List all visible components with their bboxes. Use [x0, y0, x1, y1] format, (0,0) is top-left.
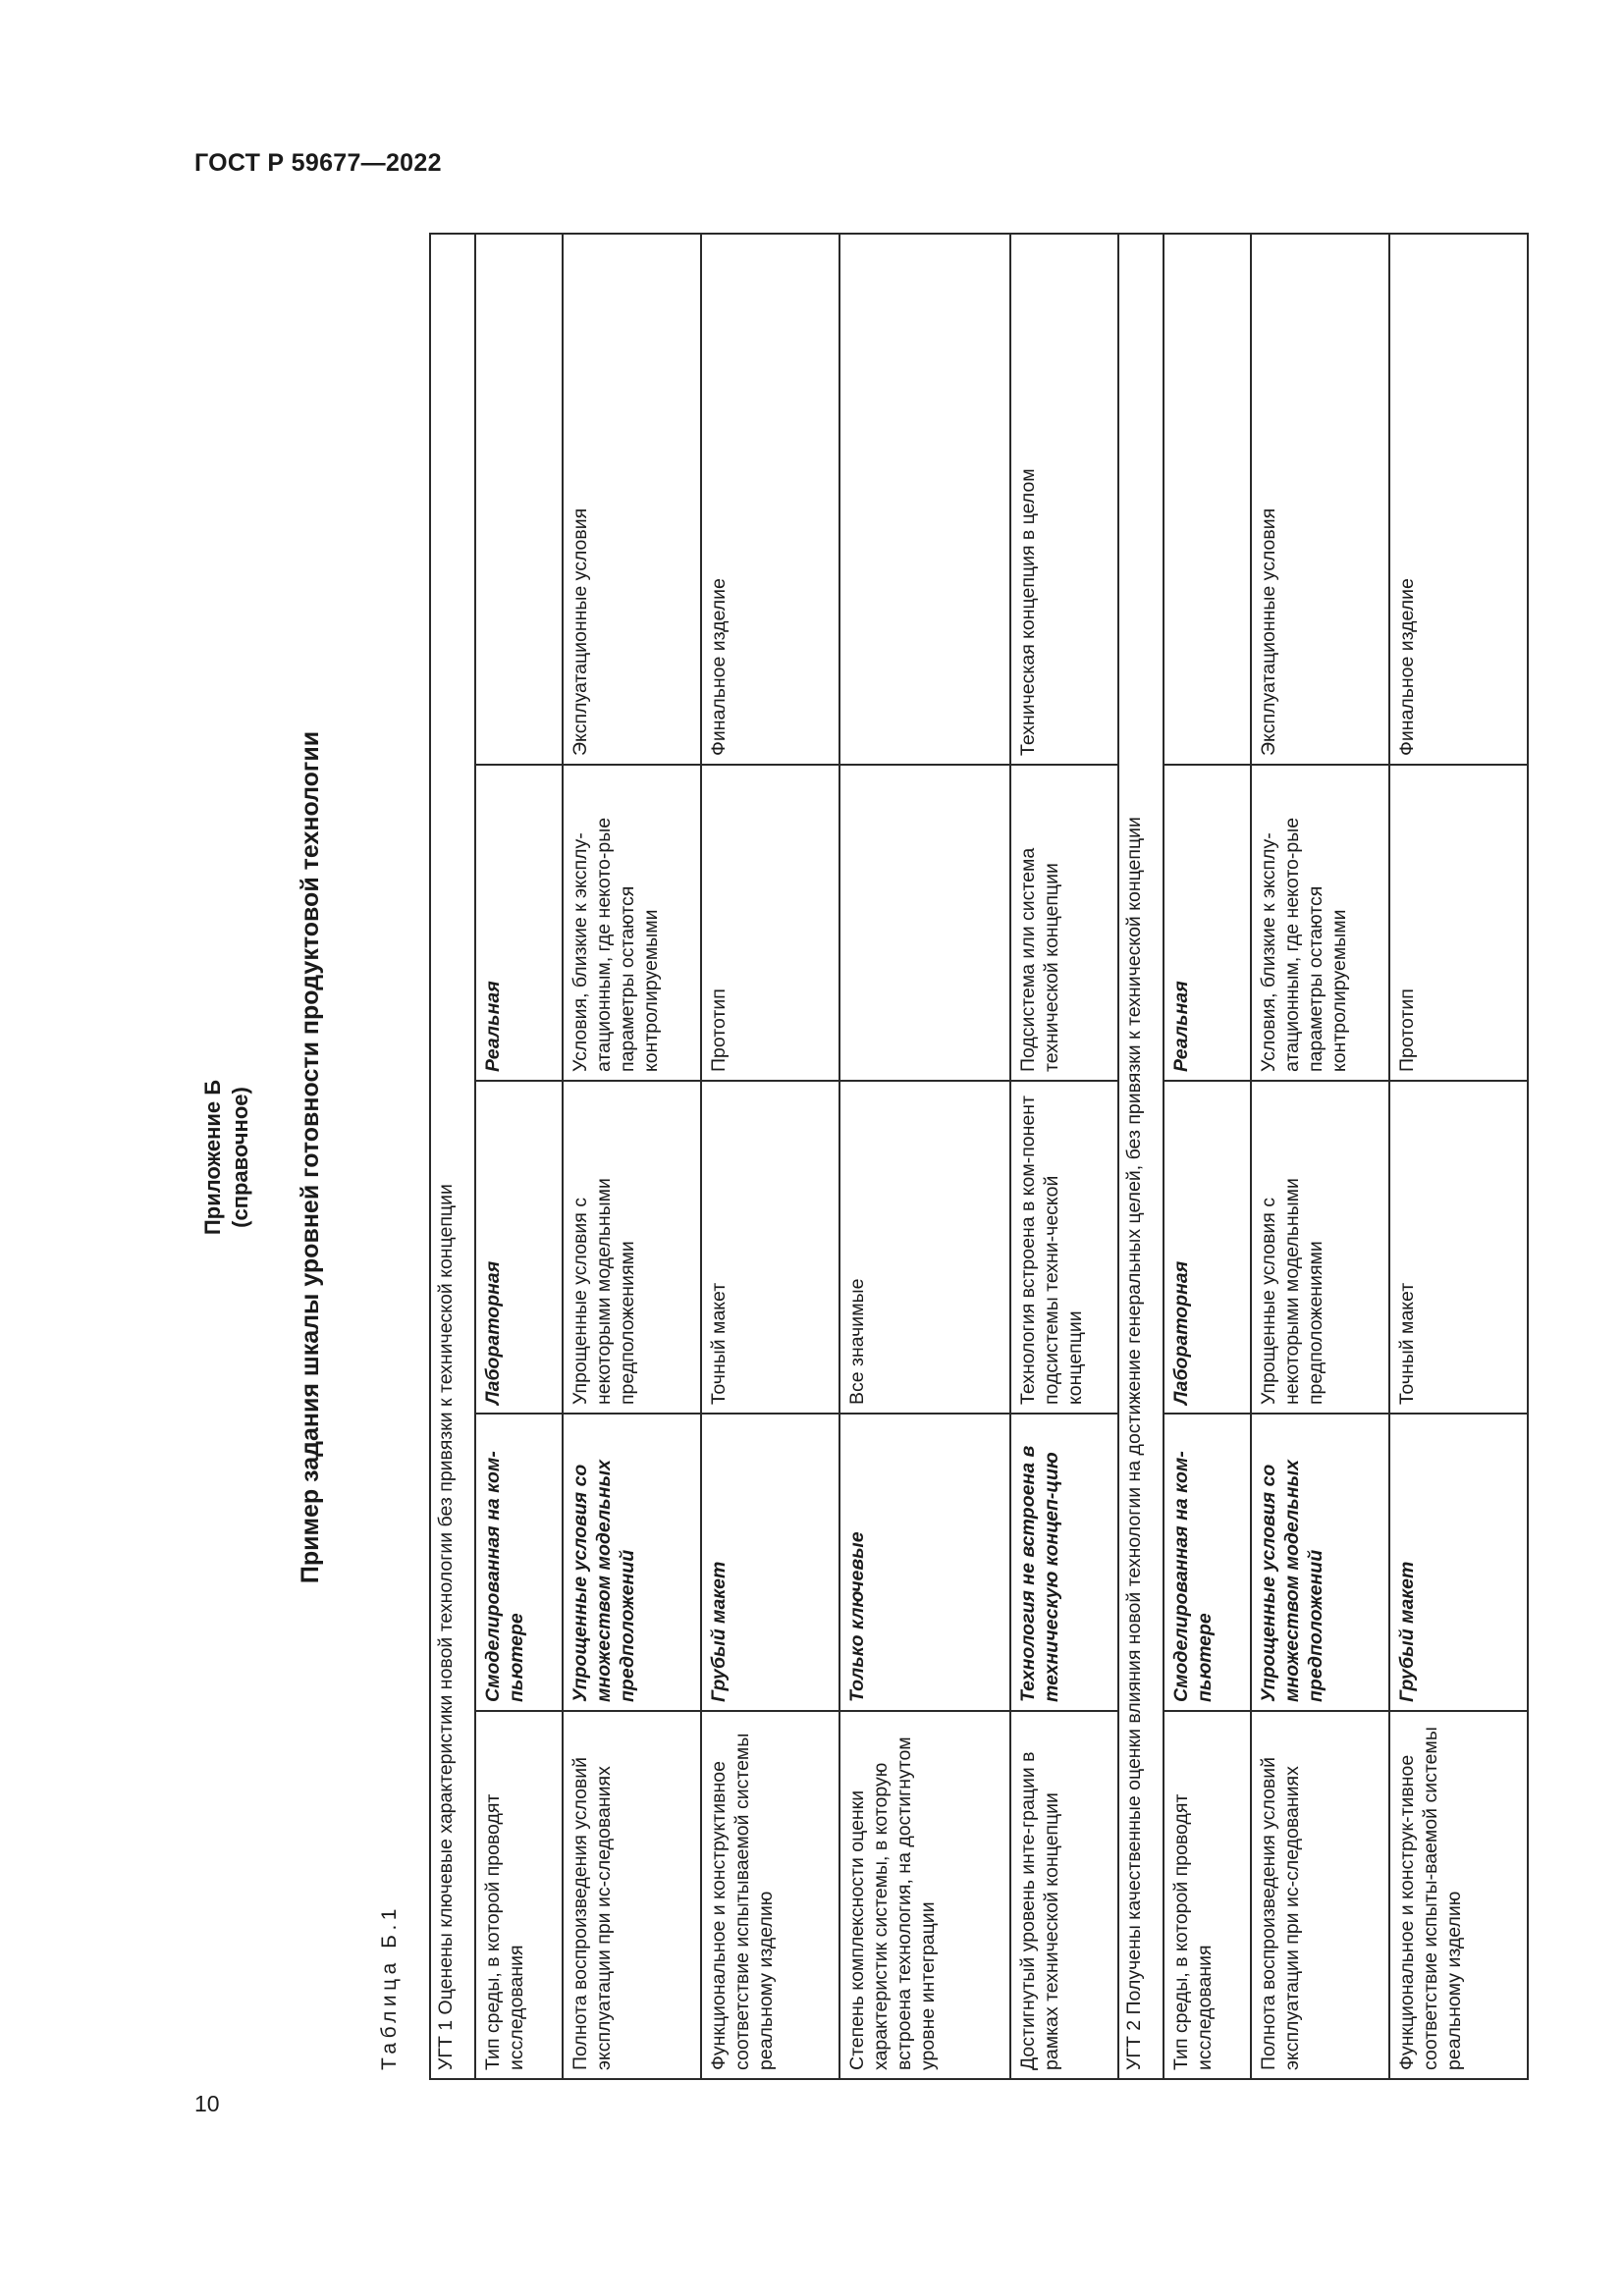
rotated-landscape-content [196, 235, 1505, 2080]
table-cell: Финальное изделие [701, 234, 839, 765]
table-cell: Условия, близкие к эксплу-атационным, где некото-рые параметры остаются контролируемыми [1251, 765, 1389, 1081]
table-cell [1164, 234, 1251, 765]
table-cell: Упрощенные условия с некоторыми модельными предположениями [1251, 1081, 1389, 1414]
table-cell [839, 234, 1010, 765]
table-row [430, 234, 475, 2079]
table-cell: Прототип [701, 765, 839, 1081]
table-row [701, 234, 839, 2079]
table-cell: Тип среды, в которой проводят исследования [475, 1711, 563, 2079]
table-cell: Только ключевые [839, 1414, 1010, 1711]
table-cell: Эксплуатационные условия [1251, 234, 1389, 765]
table-cell: Функциональное и конструк-тивное соответствие испыты-ваемой системы реальному изделию [1389, 1711, 1528, 2079]
table-cell: Упрощенные условия с некоторыми модельными предположениями [563, 1081, 701, 1414]
table-cell: Степень комплексности оценки характеристик системы, в которую встроена технология, на достигнутом уровне интеграции [839, 1711, 1010, 2079]
table-cell: Полнота воспроизведения условий эксплуатации при ис-следованиях [1251, 1711, 1389, 2079]
section-heading-ugt1: УГТ 1 Оценены ключевые характеристики новой технологии без привязки к технической концепции [430, 234, 475, 2079]
table-row [563, 234, 701, 2079]
table-cell: Функциональное и конструктивное соответствие испытываемой системы реальному изделию [701, 1711, 839, 2079]
table-cell: Лабораторная [1164, 1081, 1251, 1414]
table-cell [839, 765, 1010, 1081]
section-heading-ugt2: УГТ 2 Получены качественные оценки влияния новой технологии на достижение генеральных целей, без привязки к технической концепции [1118, 234, 1164, 2079]
table-cell: Смоделированная на ком-пьютере [1164, 1414, 1251, 1711]
table-cell: Полнота воспроизведения условий эксплуатации при ис-следованиях [563, 1711, 701, 2079]
table-cell: Грубый макет [1389, 1414, 1528, 1711]
table-cell: Реальная [1164, 765, 1251, 1081]
table-cell: Подсистема или система технической концепции [1010, 765, 1118, 1081]
document-number-header: ГОСТ Р 59677—2022 [194, 149, 442, 177]
table-row [1164, 234, 1251, 2079]
table-label: Таблица Б.1 [378, 1904, 401, 2070]
table-cell: Точный макет [701, 1081, 839, 1414]
table-cell: Технология встроена в ком-понент подсистемы техни-ческой концепции [1010, 1081, 1118, 1414]
table-cell: Упрощенные условия со множеством модельных предположений [1251, 1414, 1389, 1711]
table-cell [475, 234, 563, 765]
annex-subtitle: (справочное) [228, 1087, 252, 1228]
table-row [1118, 234, 1164, 2079]
table-cell: Реальная [475, 765, 563, 1081]
readiness-scale-table [429, 233, 1529, 2080]
table-cell: Технология не встроена в техническую концеп-цию [1010, 1414, 1118, 1711]
annex-title: Приложение Б [200, 1079, 225, 1236]
table-row [475, 234, 563, 2079]
table-row [1010, 234, 1118, 2079]
table-cell: Точный макет [1389, 1081, 1528, 1414]
table-row [1389, 234, 1528, 2079]
table-cell: Условия, близкие к эксплу-атационным, где некото-рые параметры остаются контролируемыми [563, 765, 701, 1081]
figure-title: Пример задания шкалы уровней готовности продуктовой технологии [297, 730, 324, 1584]
table-cell: Упрощенные условия со множеством модельных предположений [563, 1414, 701, 1711]
table-cell: Лабораторная [475, 1081, 563, 1414]
page-number: 10 [194, 2091, 220, 2116]
table-cell: Грубый макет [701, 1414, 839, 1711]
table-cell: Все значимые [839, 1081, 1010, 1414]
table-cell: Прототип [1389, 765, 1528, 1081]
table-row [1251, 234, 1389, 2079]
table-cell: Техническая концепция в целом [1010, 234, 1118, 765]
table-row [839, 234, 1010, 2079]
table-cell: Тип среды, в которой проводят исследования [1164, 1711, 1251, 2079]
table-cell: Эксплуатационные условия [563, 234, 701, 765]
table-cell: Смоделированная на ком-пьютере [475, 1414, 563, 1711]
table-cell: Достигнутый уровень инте-грации в рамках технической концепции [1010, 1711, 1118, 2079]
table-cell: Финальное изделие [1389, 234, 1528, 765]
